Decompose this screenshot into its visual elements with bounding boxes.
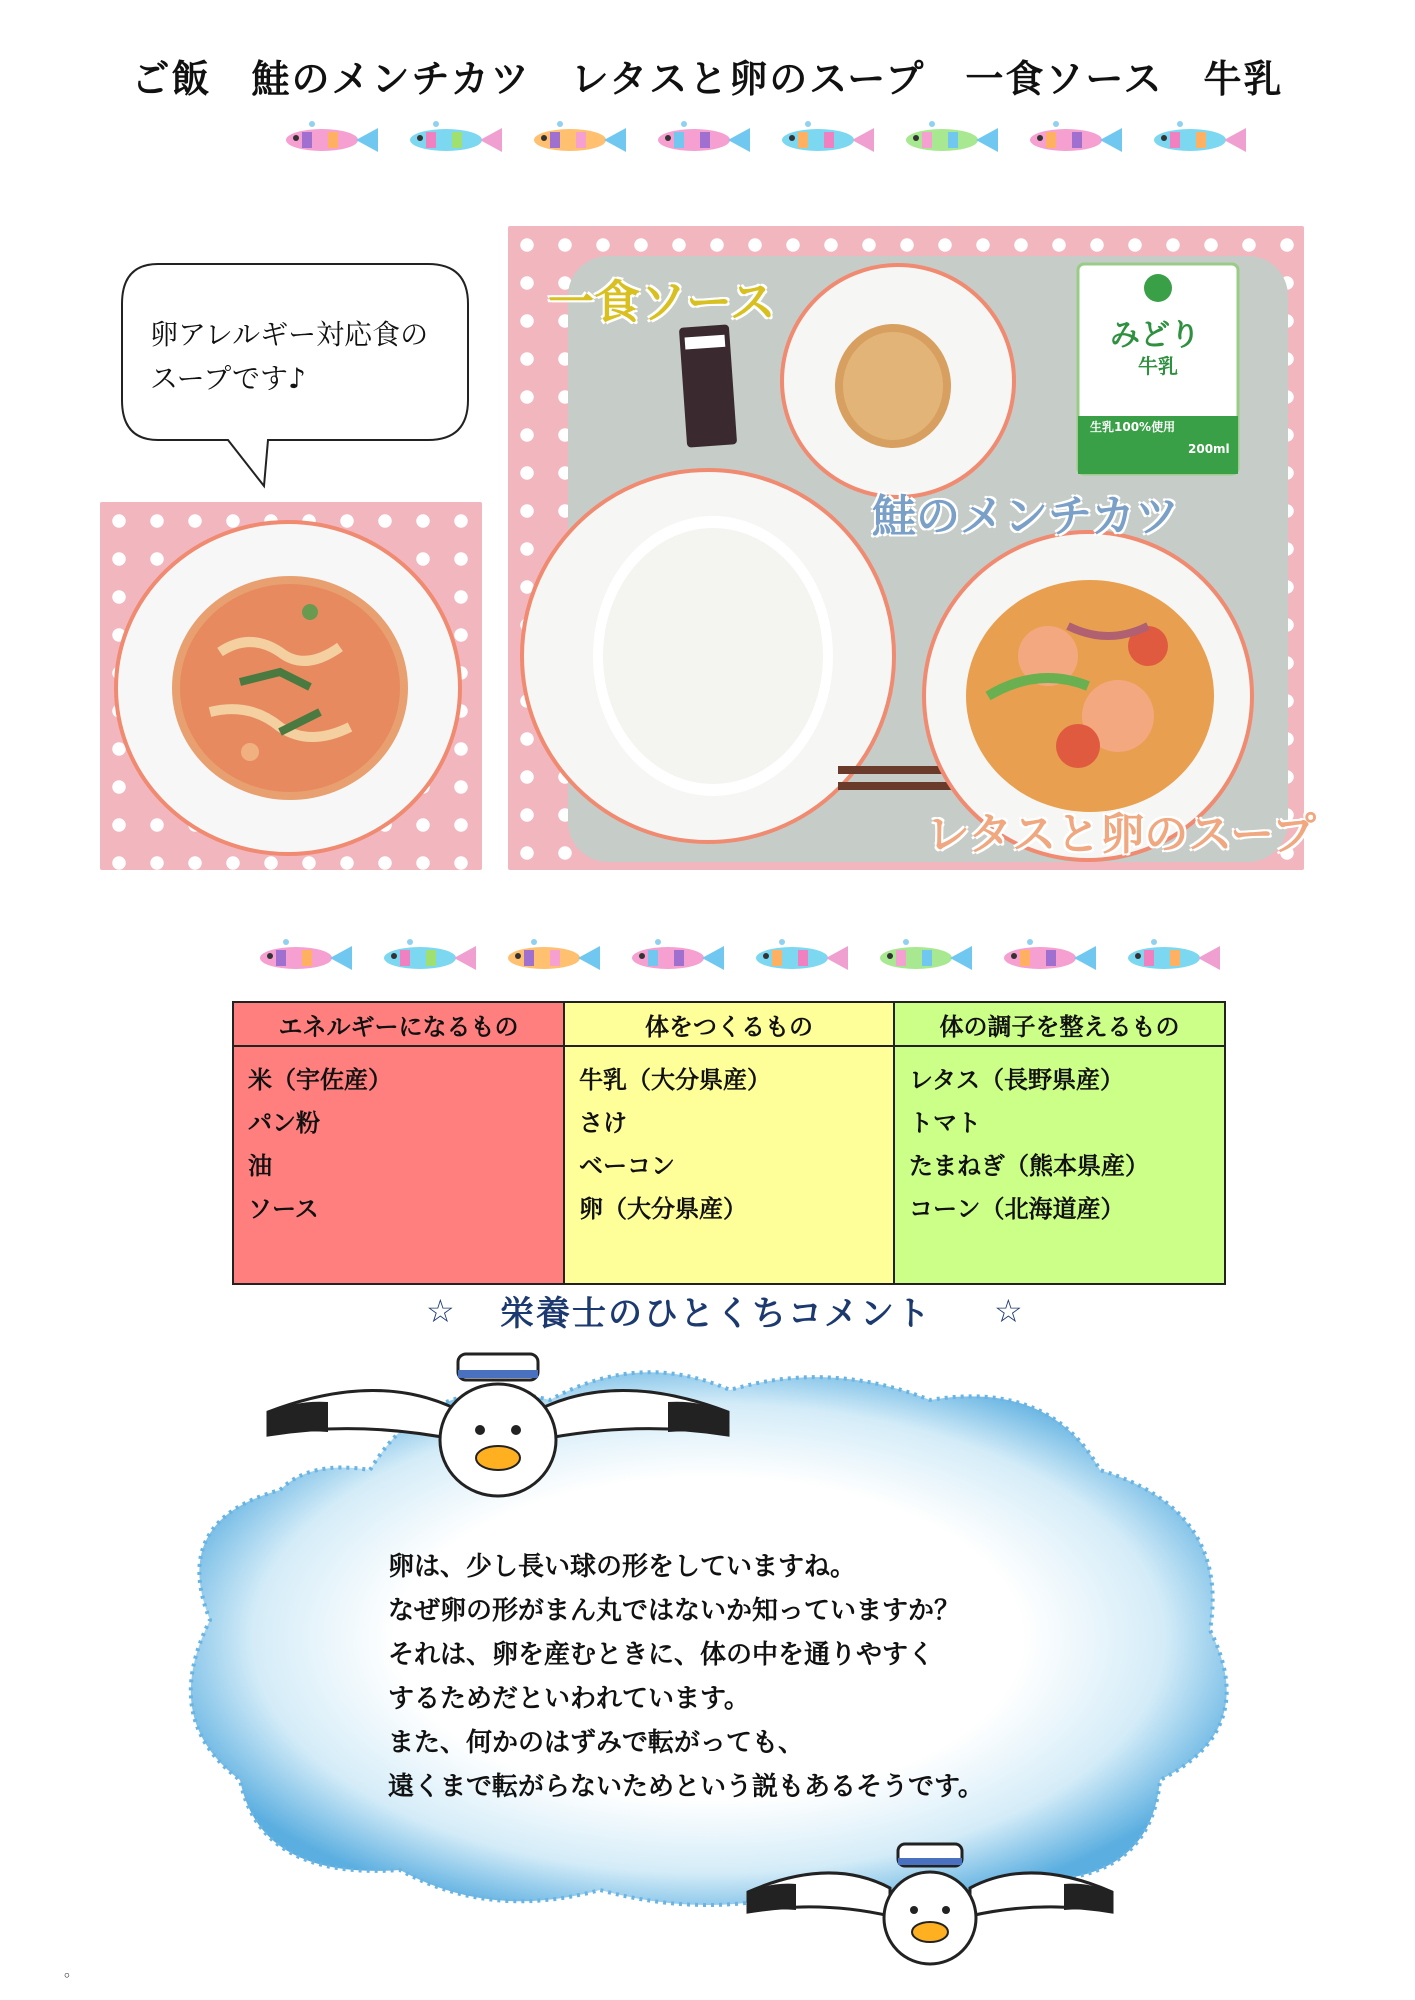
- fish-decoration-top: [282, 120, 1248, 160]
- seagull-icon: [740, 1830, 1120, 1980]
- list-item: トマト: [909, 1109, 981, 1137]
- comment-body: [388, 1545, 1148, 1809]
- comment-line: なぜ卵の形がまん丸ではないか知っていますか？: [388, 1596, 961, 1626]
- table-row: [233, 1046, 1225, 1284]
- fish-icon: [1000, 938, 1098, 978]
- fish-icon: [752, 938, 850, 978]
- fish-icon: [778, 120, 876, 160]
- energy-cell: [233, 1046, 564, 1284]
- label-sauce: 一食ソース: [548, 275, 776, 329]
- list-item: さけ: [579, 1109, 627, 1137]
- comment-heading: 栄養士のひとくちコメント: [500, 1294, 932, 1334]
- fish-icon: [1124, 938, 1222, 978]
- fish-icon: [876, 938, 974, 978]
- list-item: 米（宇佐産）: [248, 1066, 392, 1094]
- fish-icon: [654, 120, 752, 160]
- comment-line: 遠くまで転がらないためという説もあるそうです。: [388, 1772, 984, 1802]
- soup-bowl-image: [100, 502, 482, 870]
- label-menchi-katsu: 鮭のメンチカツ: [872, 491, 1180, 542]
- list-item: ベーコン: [579, 1152, 675, 1180]
- fish-icon: [530, 120, 628, 160]
- fish-icon: [380, 938, 478, 978]
- list-item: たまねぎ（熊本県産）: [909, 1152, 1149, 1180]
- milk-name: 牛乳: [1138, 354, 1178, 378]
- list-item: 牛乳（大分県産）: [579, 1066, 771, 1094]
- list-item: 卵（大分県産）: [579, 1195, 747, 1223]
- header-body: 体をつくるもの: [564, 1002, 894, 1046]
- footnote: 。: [64, 1961, 81, 1980]
- milk-brand: みどり: [1110, 318, 1200, 353]
- fish-icon: [406, 120, 504, 160]
- list-item: 油: [248, 1152, 272, 1180]
- table-header-row: [233, 1002, 1225, 1046]
- list-item: ソース: [248, 1195, 319, 1223]
- fish-icon: [504, 938, 602, 978]
- comment-line: するためだといわれています。: [388, 1684, 750, 1714]
- bubble-line: スープです♪: [150, 362, 306, 395]
- comment-line: 卵は、少し長い球の形をしていますね。: [388, 1552, 857, 1582]
- comment-line: また、何かのはずみで転がっても、: [388, 1728, 805, 1758]
- header-energy: エネルギーになるもの: [233, 1002, 564, 1046]
- bubble-text: [150, 313, 428, 401]
- comment-line: それは、卵を産むときに、体の中を通りやすく: [388, 1640, 935, 1670]
- label-soup: レタスと卵のスープ: [926, 809, 1316, 860]
- fish-icon: [256, 938, 354, 978]
- seagull-icon: [258, 1340, 738, 1510]
- milk-volume: 200ml: [1188, 442, 1230, 456]
- fish-icon: [628, 938, 726, 978]
- star-icon: ☆: [426, 1292, 455, 1330]
- food-group-table: [232, 1001, 1226, 1285]
- body-cell: [564, 1046, 894, 1284]
- photo-allergy-soup: [100, 502, 482, 870]
- list-item: パン粉: [248, 1109, 320, 1137]
- list-item: コーン（北海道産）: [909, 1195, 1125, 1223]
- fish-icon: [902, 120, 1000, 160]
- milk-100: 生乳100%使用: [1090, 420, 1176, 434]
- star-icon: ☆: [994, 1292, 1023, 1330]
- bubble-line: 卵アレルギー対応食の: [150, 318, 429, 351]
- list-item: レタス（長野県産）: [909, 1066, 1125, 1094]
- fish-icon: [1026, 120, 1124, 160]
- header-condition: 体の調子を整えるもの: [894, 1002, 1225, 1046]
- fish-decoration-middle: [256, 938, 1222, 978]
- fish-icon: [282, 120, 380, 160]
- page-title: ご飯 鮭のメンチカツ レタスと卵のスープ 一食ソース 牛乳: [131, 57, 1284, 101]
- fish-icon: [1150, 120, 1248, 160]
- condition-cell: [894, 1046, 1225, 1284]
